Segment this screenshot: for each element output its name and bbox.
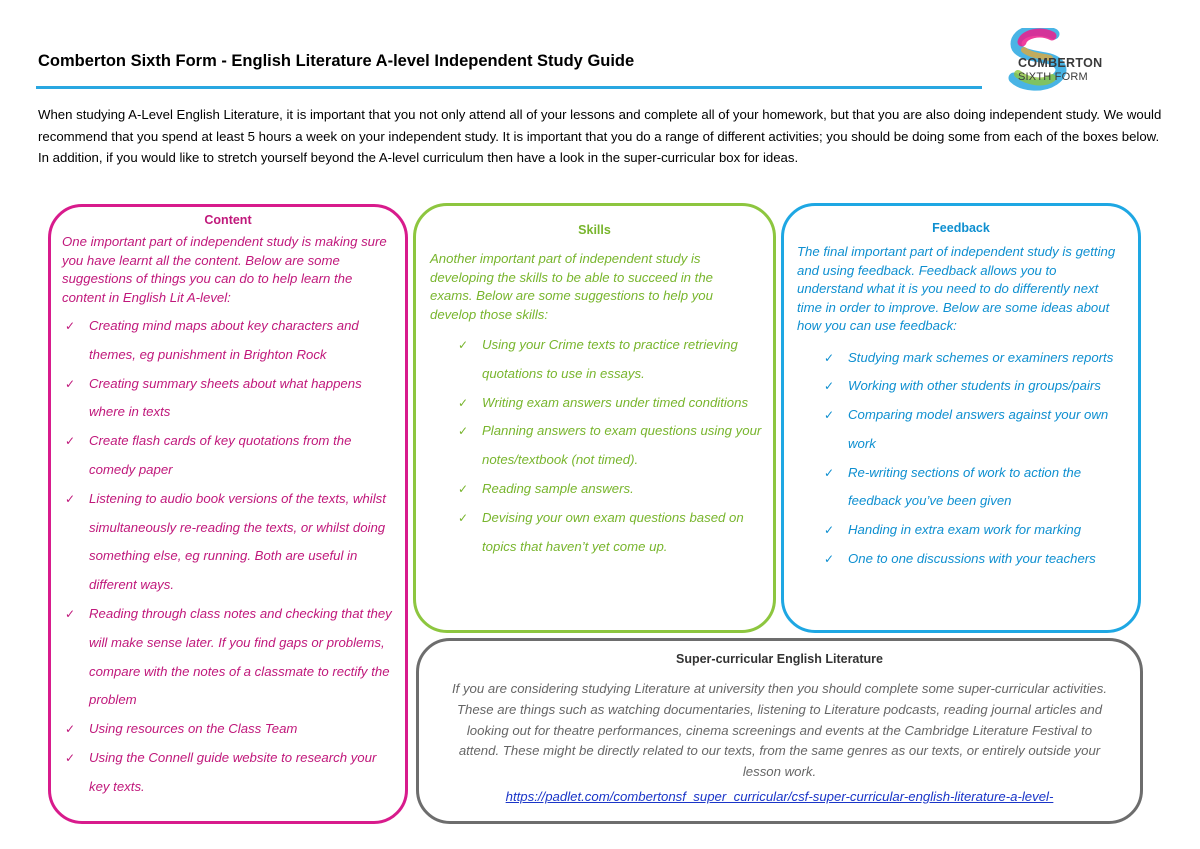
- list-item-text: Using the Connell guide website to research your key texts.: [89, 749, 377, 794]
- intro-paragraph: When studying A-Level English Literature, it is important that you not only attend all of your lessons and complete all of your homework, but that you are also doing independent study. We would recommend that you spend at least 5 hours a week on your independent study. It is important that you do a range of different activities; you should be doing some from each of the boxes below. In addition, if you would like to stretch yourself beyond the A-level curriculum then have a look in the super-curricular box for ideas.: [38, 107, 1162, 165]
- list-item-text: Handing in extra exam work for marking: [848, 522, 1082, 538]
- list-item: [65, 744, 395, 802]
- skills-list: [458, 331, 765, 561]
- check-icon: ✓: [458, 481, 469, 496]
- list-item-text: Using resources on the Class Team: [89, 721, 298, 737]
- list-item: [458, 417, 765, 475]
- list-item-text: Reading sample answers.: [482, 480, 634, 496]
- list-item: [824, 344, 1134, 373]
- feedback-title: Feedback: [932, 221, 990, 235]
- list-item: [65, 485, 395, 600]
- list-item-text: Devising your own exam questions based on topics that haven’t yet come up.: [482, 509, 744, 554]
- feedback-list: [824, 344, 1134, 574]
- check-icon: ✓: [824, 350, 835, 365]
- check-icon: ✓: [65, 319, 76, 333]
- check-icon: ✓: [458, 338, 469, 352]
- list-item-text: Using your Crime texts to practice retrieving quotations to use in essays.: [482, 337, 738, 381]
- list-item: [65, 427, 395, 485]
- check-icon: ✓: [824, 523, 835, 538]
- list-item: [458, 504, 765, 562]
- list-item-text: Working with other students in groups/pairs: [848, 378, 1101, 394]
- check-icon: ✓: [65, 434, 76, 449]
- comberton-logo: [1006, 28, 1136, 92]
- check-icon: ✓: [824, 408, 835, 423]
- list-item-text: One to one discussions with your teachers: [848, 551, 1096, 567]
- list-item-text: Writing exam answers under timed conditions: [482, 394, 749, 410]
- feedback-box: [781, 203, 1141, 633]
- check-icon: ✓: [458, 395, 469, 410]
- list-item: [65, 312, 395, 370]
- feedback-intro: The final important part of independent study is getting and using feedback. Feedback allows you to understand what it is you need to do differently next time in order to improve. Below are some ideas about how you can use feedback:: [797, 244, 1116, 333]
- list-item: [65, 370, 395, 428]
- list-item: [458, 331, 765, 389]
- list-item: [458, 475, 765, 504]
- check-icon: ✓: [458, 424, 469, 439]
- check-icon: ✓: [458, 510, 469, 525]
- list-item: [65, 715, 395, 744]
- list-item-text: Comparing model answers against your own work: [848, 407, 1109, 451]
- skills-intro: Another important part of independent study is developing the skills to be able to succeed in the exams. Below are some suggestions to help you develop those skills:: [430, 251, 713, 322]
- list-item-text: Planning answers to exam questions using your notes/textbook (not timed).: [482, 423, 762, 468]
- list-item-text: Creating summary sheets about what happens where in texts: [89, 375, 362, 420]
- check-icon: ✓: [824, 465, 835, 480]
- list-item-text: Reading through class notes and checking that they will make sense later. If you find gaps or problems, compare with the notes of a classmate to rectify the problem: [89, 605, 392, 708]
- list-item-text: Create flash cards of key quotations from the comedy paper: [89, 433, 352, 477]
- padlet-link[interactable]: https://padlet.com/combertonsf_super_curricular/csf-super-curricular-english-literature-a-level-: [505, 788, 1054, 804]
- content-title: Content: [204, 213, 252, 227]
- content-box: [48, 204, 408, 824]
- check-icon: ✓: [65, 491, 76, 506]
- check-icon: ✓: [65, 606, 76, 621]
- logo-wordmark: COMBERTON: [1018, 56, 1103, 70]
- list-item-text: Studying mark schemes or examiners reports: [848, 349, 1114, 365]
- super-curricular-box: [416, 638, 1143, 824]
- super-curricular-title: Super-curricular English Literature: [676, 652, 883, 666]
- content-intro: One important part of independent study is making sure you have learnt all the content. Below are some suggestions of things you can do to help learn the content in English Lit A-level:: [62, 234, 387, 305]
- list-item: [65, 600, 395, 715]
- list-item: [824, 372, 1134, 401]
- check-icon: ✓: [824, 552, 835, 567]
- check-icon: ✓: [65, 376, 76, 391]
- list-item-text: Creating mind maps about key characters and themes, eg punishment in Brighton Rock: [89, 318, 359, 362]
- check-icon: ✓: [824, 379, 835, 394]
- page-title: Comberton Sixth Form - English Literature A-level Independent Study Guide: [38, 52, 635, 70]
- list-item: [824, 401, 1134, 459]
- skills-box: [413, 203, 776, 633]
- content-list: [65, 312, 395, 802]
- list-item-text: Listening to audio book versions of the texts, whilst simultaneously re-reading the texts, or whilst doing something else, eg running. Both are useful in different ways.: [89, 490, 386, 593]
- check-icon: ✓: [65, 722, 76, 737]
- check-icon: ✓: [65, 750, 76, 765]
- super-curricular-body: If you are considering studying Literature at university then you should complete some super-curricular activities. These are things such as watching documentaries, listening to Literature podcasts, reading journal articles and looking out for theatre performances, cinema screenings and events at the Cambridge Literature Festival to attend. These might be directly related to our texts, from the same genres as our texts, or entirely outside your lesson work.: [451, 681, 1108, 780]
- list-item: [824, 459, 1134, 517]
- title-divider: [36, 86, 982, 89]
- list-item: [824, 545, 1134, 574]
- list-item: [824, 516, 1134, 545]
- list-item-text: Re-writing sections of work to action the feedback you’ve been given: [848, 464, 1082, 509]
- logo-subtitle: SIXTH FORM: [1018, 71, 1088, 83]
- skills-title: Skills: [578, 223, 611, 237]
- list-item: [458, 389, 765, 418]
